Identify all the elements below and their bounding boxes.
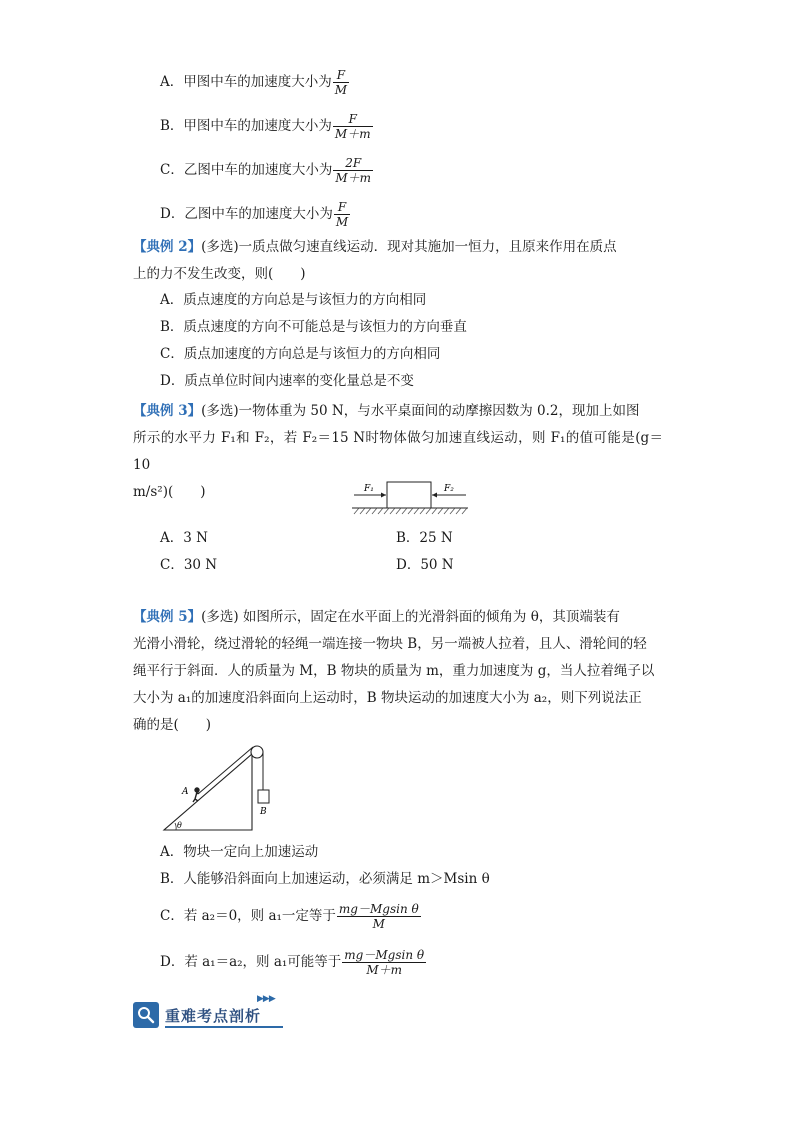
section-banner xyxy=(133,994,293,1030)
label-a: A xyxy=(182,787,189,797)
q1-option-a: A．甲图中车的加速度大小为 $\frac{F}{M}$ xyxy=(160,68,348,97)
f2-arrowhead xyxy=(432,493,437,498)
fraction: $\frac{F}{M+m}$ xyxy=(334,112,371,141)
example-5-stem: 【典例 5】(多选) 如图所示，固定在水平面上的光滑斜面的倾角为 θ，其顶端装有 光滑小滑轮，绕过滑轮的轻绳一端连接一物块 B，另一端被人拉着，且人、滑轮间的轻 绳平行于斜面．人的质量为 M，B 物块的质量为 m，重力加速度为 g，当人拉着绳子以 大小为 a₁的加速度沿斜面向上运动时，B 物块运动的加速度大小为 a₂，则下列说法正 确的是( ) xyxy=(133,609,655,733)
example-5-option-d: D．若 a₁＝a₂，则 a₁可能等于 $\frac{\text{mg－Mgsin θ}}{M+m}$ xyxy=(160,948,425,977)
q1-option-c: C．乙图中车的加速度大小为 $\frac{2F}{M+m}$ xyxy=(160,156,372,185)
arrows-icon: ▶▶▶ xyxy=(257,994,275,1004)
example-2-option-c: C．质点加速度的方向总是与该恒力的方向相同 xyxy=(160,346,441,362)
example-5-option-a: A．物块一定向上加速运动 xyxy=(160,844,319,860)
fraction: $\frac{\text{mg－Mgsin θ}}{M}$ xyxy=(338,902,419,931)
example-5-option-b: B．人能够沿斜面向上加速运动，必须满足 m＞Msin θ xyxy=(160,871,490,887)
example-3-figure xyxy=(350,478,470,520)
f1-arrowhead xyxy=(381,493,386,498)
example-2-stem: 【典例 2】(多选)一质点做匀速直线运动．现对其施加一恒力，且原来作用在质点 上的力不发生改变，则( ) xyxy=(133,239,617,282)
example-2-tag: 【典例 2】 xyxy=(133,239,202,255)
q1-option-b: B．甲图中车的加速度大小为 $\frac{F}{M+m}$ xyxy=(160,112,371,141)
example-3-option-b: B．25 N xyxy=(396,530,453,546)
example-2-option-b: B．质点速度的方向不可能总是与该恒力的方向垂直 xyxy=(160,319,467,335)
example-3-option-a: A．3 N xyxy=(160,530,208,546)
example-2-option-a: A．质点速度的方向总是与该恒力的方向相同 xyxy=(160,292,427,308)
label-theta: θ xyxy=(177,821,182,830)
rope-to-person xyxy=(198,747,253,794)
fraction: $\frac{F}{M}$ xyxy=(335,200,349,229)
example-3-option-d: D．50 N xyxy=(396,557,454,573)
example-3-option-c: C．30 N xyxy=(160,557,218,573)
example-3-stem: 【典例 3】(多选)一物体重为 50 N，与水平桌面间的动摩擦因数为 0.2，现加上如图 所示的水平力 F₁和 F₂，若 F₂＝15 N时物体做匀加速直线运动，则 F₁的值可能是(g＝10 m/s²)( ) xyxy=(133,403,663,500)
f2-label: F₂ xyxy=(444,484,454,494)
example-5-option-c: C．若 a₂＝0，则 a₁一定等于 $\frac{\text{mg－Mgsin θ}}{M}$ xyxy=(160,902,419,931)
angle-arc xyxy=(175,823,176,830)
f1-label: F₁ xyxy=(364,484,374,494)
block xyxy=(387,482,431,508)
fraction: $\frac{F}{M}$ xyxy=(334,68,348,97)
fraction: $\frac{\text{mg－Mgsin θ}}{M+m}$ xyxy=(344,948,425,977)
fraction: $\frac{2F}{M+m}$ xyxy=(335,156,372,185)
search-icon xyxy=(133,1002,159,1028)
section-title: 重难考点剖析 xyxy=(165,1007,262,1025)
example-5-tag: 【典例 5】 xyxy=(133,609,202,625)
example-3-tag: 【典例 3】 xyxy=(133,403,202,419)
label-b: B xyxy=(260,807,267,817)
example-5-figure xyxy=(160,742,278,834)
ground-hatch xyxy=(354,508,467,514)
q1-option-d: D．乙图中车的加速度大小为 $\frac{F}{M}$ xyxy=(160,200,349,229)
example-2-option-d: D．质点单位时间内速率的变化量总是不变 xyxy=(160,373,414,389)
block-b xyxy=(258,790,269,803)
incline xyxy=(164,754,252,830)
title-underline xyxy=(165,1026,283,1028)
